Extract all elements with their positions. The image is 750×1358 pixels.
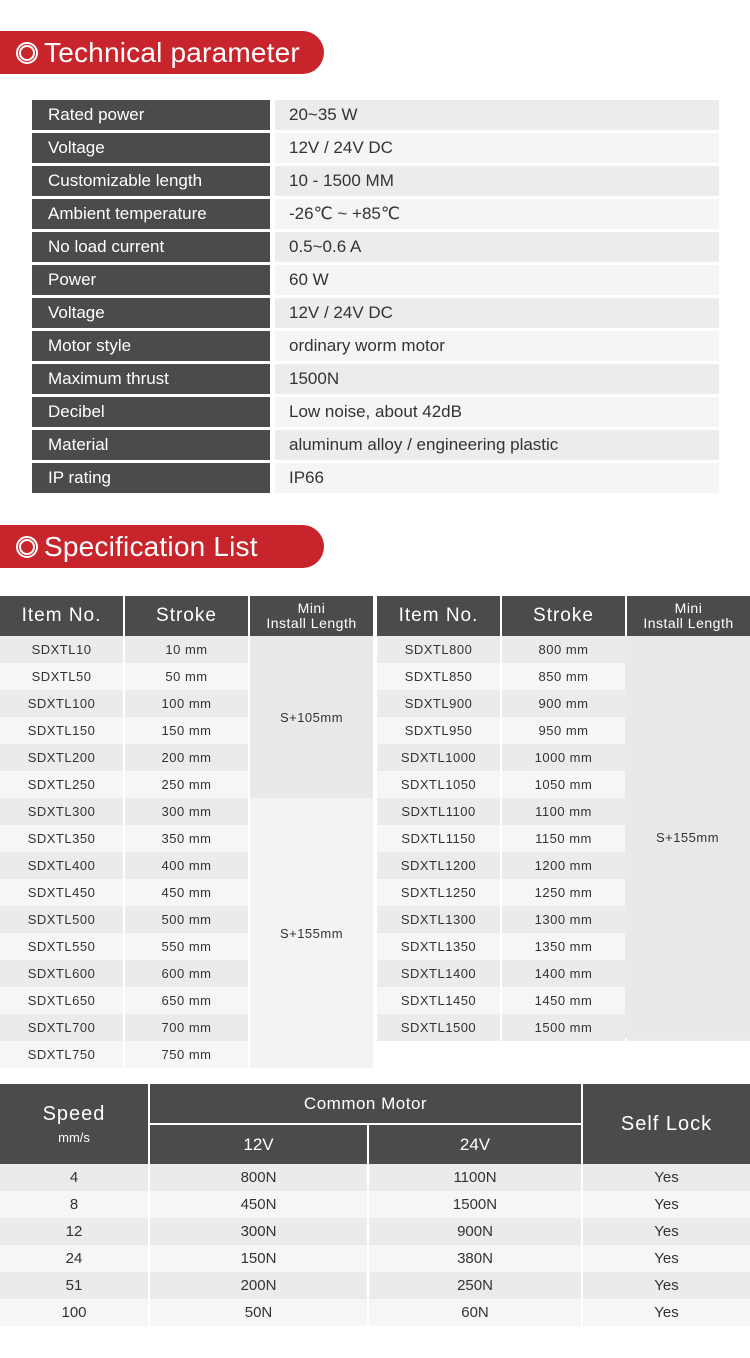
spec-stroke: 600 mm <box>125 960 248 987</box>
spec-item-no: SDXTL1000 <box>377 744 500 771</box>
thrust-24v: 1500N <box>369 1191 581 1218</box>
spec-item-no: SDXTL300 <box>0 798 123 825</box>
spec-stroke: 900 mm <box>502 690 625 717</box>
thrust-12v: 300N <box>150 1218 367 1245</box>
spec-item-no: SDXTL450 <box>0 879 123 906</box>
param-row <box>32 463 719 493</box>
specification-table-left <box>0 596 375 1068</box>
spec-item-no: SDXTL1400 <box>377 960 500 987</box>
spec-mini-length: S+155mm <box>625 636 750 1038</box>
self-lock-value: Yes <box>583 1218 750 1245</box>
header-12v: 12V <box>150 1125 367 1164</box>
spec-item-no: SDXTL700 <box>0 1014 123 1041</box>
header-self-lock: Self Lock <box>583 1084 750 1164</box>
spec-item-no: SDXTL850 <box>377 663 500 690</box>
spec-stroke: 300 mm <box>125 798 248 825</box>
param-value: 60 W <box>275 265 719 295</box>
speed-value: 4 <box>0 1164 148 1191</box>
header-speed <box>0 1084 148 1164</box>
speed-value: 24 <box>0 1245 148 1272</box>
param-value: 1500N <box>275 364 719 394</box>
spec-stroke: 750 mm <box>125 1041 248 1068</box>
param-row <box>32 265 719 295</box>
thrust-12v: 150N <box>150 1245 367 1272</box>
spec-body-right <box>377 636 750 1041</box>
thrust-12v: 200N <box>150 1272 367 1299</box>
param-value: 12V / 24V DC <box>275 133 719 163</box>
spec-item-no: SDXTL900 <box>377 690 500 717</box>
self-lock-value: Yes <box>583 1299 750 1326</box>
spec-stroke: 1250 mm <box>502 879 625 906</box>
spec-stroke: 400 mm <box>125 852 248 879</box>
header-stroke: Stroke <box>502 596 625 636</box>
param-value: 12V / 24V DC <box>275 298 719 328</box>
spec-item-no: SDXTL1100 <box>377 798 500 825</box>
speed-value: 12 <box>0 1218 148 1245</box>
spec-item-no: SDXTL950 <box>377 717 500 744</box>
param-value: aluminum alloy / engineering plastic <box>275 430 719 460</box>
header-speed-label: Speed <box>42 1103 106 1125</box>
header-item-no: Item No. <box>0 596 123 636</box>
double-circle-icon <box>16 536 38 558</box>
spec-stroke: 1500 mm <box>502 1014 625 1041</box>
speed-row <box>0 1191 750 1218</box>
header-mini-line2: Install Length <box>266 615 357 631</box>
param-value: 0.5~0.6 A <box>275 232 719 262</box>
spec-mini-length: S+155mm <box>250 798 373 1068</box>
thrust-12v: 800N <box>150 1164 367 1191</box>
spec-item-no: SDXTL200 <box>0 744 123 771</box>
spec-body-left <box>0 636 375 1068</box>
spec-item-no: SDXTL800 <box>377 636 500 663</box>
param-row <box>32 133 719 163</box>
spec-stroke: 100 mm <box>125 690 248 717</box>
header-mini-line2: Install Length <box>643 615 734 631</box>
spec-item-no: SDXTL1200 <box>377 852 500 879</box>
spec-stroke: 50 mm <box>125 663 248 690</box>
spec-item-no: SDXTL750 <box>0 1041 123 1068</box>
spec-stroke: 150 mm <box>125 717 248 744</box>
spec-item-no: SDXTL650 <box>0 987 123 1014</box>
speed-thrust-table <box>0 1084 750 1326</box>
spec-item-no: SDXTL550 <box>0 933 123 960</box>
spec-item-no: SDXTL1250 <box>377 879 500 906</box>
spec-item-no: SDXTL500 <box>0 906 123 933</box>
speed-row <box>0 1272 750 1299</box>
spec-stroke: 550 mm <box>125 933 248 960</box>
thrust-24v: 1100N <box>369 1164 581 1191</box>
header-mini-install-length <box>627 596 750 636</box>
param-label: Power <box>32 265 270 295</box>
header-24v: 24V <box>369 1125 581 1164</box>
spec-stroke: 650 mm <box>125 987 248 1014</box>
spec-item-no: SDXTL1350 <box>377 933 500 960</box>
thrust-12v: 50N <box>150 1299 367 1326</box>
speed-value: 51 <box>0 1272 148 1299</box>
header-common-motor: Common Motor <box>150 1084 581 1123</box>
spec-stroke: 350 mm <box>125 825 248 852</box>
technical-parameter-banner <box>0 31 324 74</box>
specification-list-banner <box>0 525 324 568</box>
param-value: ordinary worm motor <box>275 331 719 361</box>
param-label: Motor style <box>32 331 270 361</box>
header-mini-install-length <box>250 596 373 636</box>
self-lock-value: Yes <box>583 1191 750 1218</box>
spec-item-no: SDXTL600 <box>0 960 123 987</box>
speed-row <box>0 1164 750 1191</box>
spec-item-no: SDXTL1300 <box>377 906 500 933</box>
header-mini-line1: Mini <box>297 600 326 616</box>
param-value: IP66 <box>275 463 719 493</box>
param-label: Voltage <box>32 133 270 163</box>
double-circle-icon <box>16 42 38 64</box>
section-title: Specification List <box>44 530 258 562</box>
spec-stroke: 1150 mm <box>502 825 625 852</box>
spec-stroke: 800 mm <box>502 636 625 663</box>
spec-item-no: SDXTL1500 <box>377 1014 500 1041</box>
spec-stroke: 450 mm <box>125 879 248 906</box>
thrust-24v: 250N <box>369 1272 581 1299</box>
spec-stroke: 1450 mm <box>502 987 625 1014</box>
param-row <box>32 364 719 394</box>
speed-row <box>0 1299 750 1326</box>
spec-stroke: 850 mm <box>502 663 625 690</box>
param-row <box>32 397 719 427</box>
spec-item-no: SDXTL250 <box>0 771 123 798</box>
param-row <box>32 331 719 361</box>
speed-body <box>0 1164 750 1326</box>
spec-stroke: 1400 mm <box>502 960 625 987</box>
header-speed-unit: mm/s <box>58 1130 90 1145</box>
param-label: Voltage <box>32 298 270 328</box>
header-stroke: Stroke <box>125 596 248 636</box>
spec-item-no: SDXTL1050 <box>377 771 500 798</box>
spec-stroke: 1300 mm <box>502 906 625 933</box>
param-row <box>32 232 719 262</box>
section-title: Technical parameter <box>44 36 300 68</box>
thrust-24v: 60N <box>369 1299 581 1326</box>
param-row <box>32 166 719 196</box>
specification-table-right <box>377 596 750 1041</box>
speed-header <box>0 1084 750 1164</box>
spec-item-no: SDXTL1450 <box>377 987 500 1014</box>
thrust-12v: 450N <box>150 1191 367 1218</box>
param-row <box>32 298 719 328</box>
param-row <box>32 100 719 130</box>
spec-stroke: 1200 mm <box>502 852 625 879</box>
header-item-no: Item No. <box>377 596 500 636</box>
param-label: No load current <box>32 232 270 262</box>
spec-item-no: SDXTL350 <box>0 825 123 852</box>
param-label: Material <box>32 430 270 460</box>
thrust-24v: 380N <box>369 1245 581 1272</box>
param-value: Low noise, about 42dB <box>275 397 719 427</box>
param-label: IP rating <box>32 463 270 493</box>
technical-parameter-table <box>32 100 719 496</box>
spec-stroke: 700 mm <box>125 1014 248 1041</box>
spec-stroke: 10 mm <box>125 636 248 663</box>
spec-item-no: SDXTL10 <box>0 636 123 663</box>
self-lock-value: Yes <box>583 1245 750 1272</box>
param-value: 20~35 W <box>275 100 719 130</box>
spec-mini-length: S+105mm <box>250 636 373 798</box>
param-label: Decibel <box>32 397 270 427</box>
param-label: Ambient temperature <box>32 199 270 229</box>
param-row <box>32 430 719 460</box>
spec-stroke: 1050 mm <box>502 771 625 798</box>
spec-stroke: 1000 mm <box>502 744 625 771</box>
spec-stroke: 250 mm <box>125 771 248 798</box>
spec-stroke: 200 mm <box>125 744 248 771</box>
self-lock-value: Yes <box>583 1164 750 1191</box>
spec-item-no: SDXTL50 <box>0 663 123 690</box>
spec-stroke: 950 mm <box>502 717 625 744</box>
spec-header-row <box>0 596 375 636</box>
spec-item-no: SDXTL400 <box>0 852 123 879</box>
header-mini-line1: Mini <box>674 600 703 616</box>
spec-stroke: 1350 mm <box>502 933 625 960</box>
param-row <box>32 199 719 229</box>
param-value: 10 - 1500 MM <box>275 166 719 196</box>
speed-row <box>0 1218 750 1245</box>
speed-row <box>0 1245 750 1272</box>
param-value: -26℃ ~ +85℃ <box>275 199 719 229</box>
speed-value: 8 <box>0 1191 148 1218</box>
param-label: Maximum thrust <box>32 364 270 394</box>
param-label: Rated power <box>32 100 270 130</box>
speed-value: 100 <box>0 1299 148 1326</box>
spec-item-no: SDXTL150 <box>0 717 123 744</box>
spec-stroke: 1100 mm <box>502 798 625 825</box>
thrust-24v: 900N <box>369 1218 581 1245</box>
spec-stroke: 500 mm <box>125 906 248 933</box>
param-label: Customizable length <box>32 166 270 196</box>
spec-item-no: SDXTL100 <box>0 690 123 717</box>
self-lock-value: Yes <box>583 1272 750 1299</box>
spec-header-row <box>377 596 750 636</box>
spec-item-no: SDXTL1150 <box>377 825 500 852</box>
